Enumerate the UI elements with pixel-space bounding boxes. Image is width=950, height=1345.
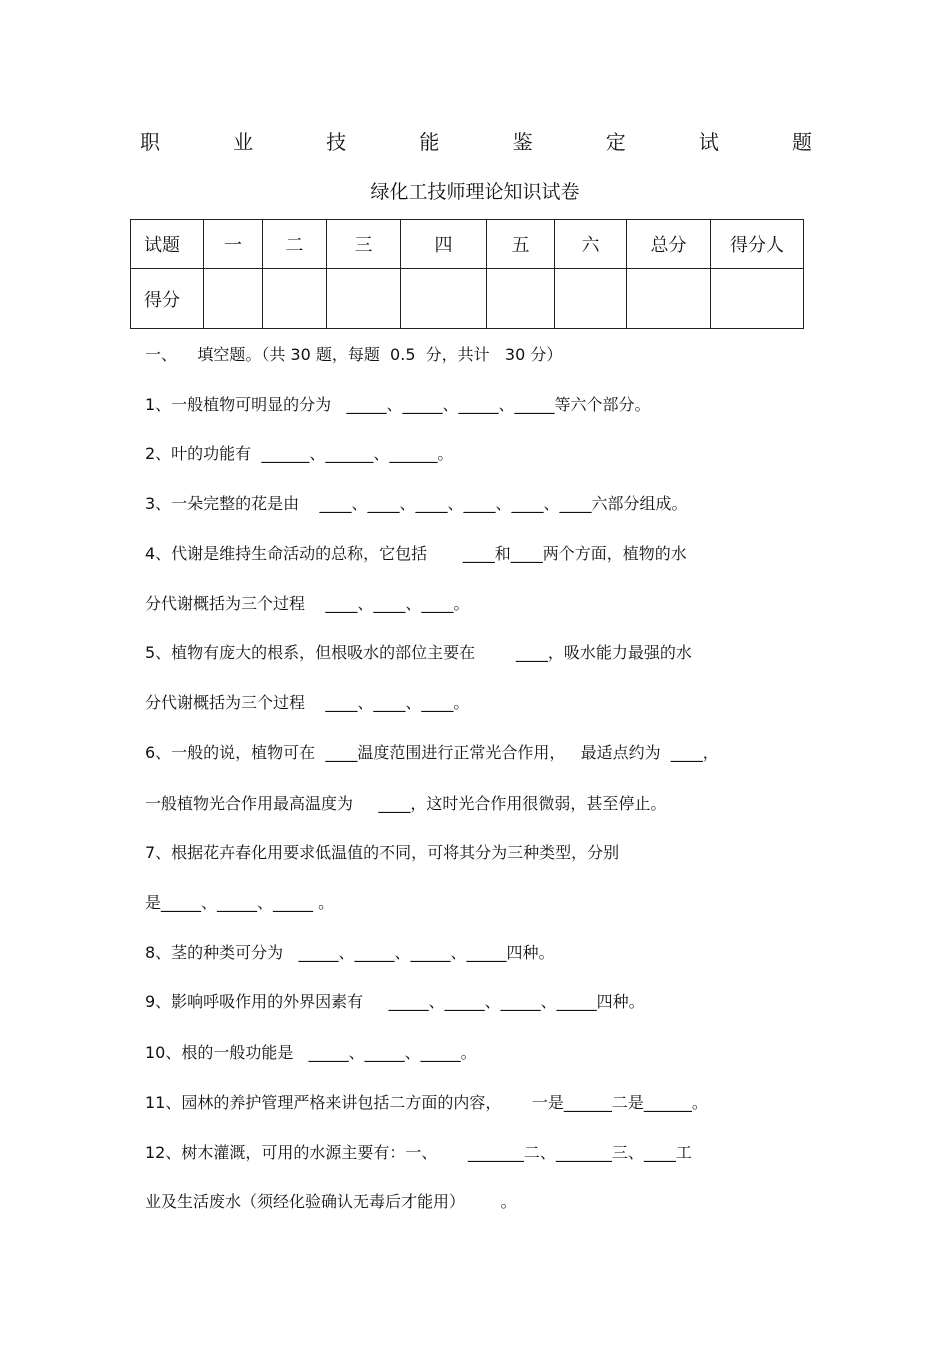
score-cell [204,269,263,329]
question-line: 5、植物有庞大的根系，但根吸水的部位主要在 ____，吸水能力最强的水 [145,643,692,662]
title-char: 技 [326,130,347,154]
title-char: 试 [698,130,719,154]
title-char: 业 [233,130,254,154]
question-line: 12、树木灌溉，可用的水源主要有：一、 _______二、_______三、____工 [145,1143,692,1162]
question-line: 一般植物光合作用最高温度为 ____，这时光合作用很微弱，甚至停止。 [145,794,667,813]
table-header-cell: 三 [327,220,401,269]
score-cell [327,269,401,329]
table-header-row [131,220,804,269]
question-line: 3、一朵完整的花是由 ____、____、____、____、____、____六部分组成。 [145,494,688,513]
score-cell [487,269,555,329]
table-header-cell: 总分 [627,220,711,269]
question-line: 4、代谢是维持生命活动的总称，它包括 ____和____两个方面，植物的水 [145,544,687,563]
table-row [131,269,804,329]
section-heading: 一、 填空题。（共 30 题，每题 0.5 分，共计 30 分） [145,345,563,364]
table-header-cell: 五 [487,220,555,269]
title-char: 题 [791,130,812,154]
score-cell [263,269,327,329]
table-header-cell: 二 [263,220,327,269]
score-cell [711,269,804,329]
exam-subtitle: 绿化工技师理论知识试卷 [370,181,580,203]
question-line: 分代谢概括为三个过程 ____、____、____。 [145,693,470,712]
question-line: 7、根据花卉春化用要求低温值的不同，可将其分为三种类型，分别 [145,843,620,862]
question-line: 6、一般的说，植物可在 ____温度范围进行正常光合作用， 最适点约为 ____， [145,743,719,762]
question-line: 分代谢概括为三个过程 ____、____、____。 [145,594,470,613]
title-char: 定 [605,130,626,154]
score-cell [627,269,711,329]
table-header-cell: 试题 [131,220,204,269]
table-header-cell: 六 [555,220,627,269]
table-header-cell: 四 [401,220,487,269]
score-row-label: 得分 [131,269,204,329]
question-line: 是_____、_____、_____ 。 [145,893,335,912]
title-char: 职 [140,130,160,154]
question-line: 9、影响呼吸作用的外界因素有 _____、_____、_____、_____四种。 [145,992,645,1011]
score-cell [401,269,487,329]
score-table [130,219,804,329]
question-line: 8、茎的种类可分为 _____、_____、_____、_____四种。 [145,943,555,962]
title-char: 鉴 [512,130,533,154]
question-line: 业及生活废水（须经化验确认无毒后才能用） 。 [145,1192,517,1211]
score-cell [555,269,627,329]
question-line: 11、园林的养护管理严格来讲包括二方面的内容， 一是______二是______。 [145,1093,708,1112]
title-char: 能 [419,130,440,154]
question-line: 2、叶的功能有 ______、______、______。 [145,444,454,463]
question-line: 10、根的一般功能是 _____、_____、_____。 [145,1043,477,1062]
question-line: 1、一般植物可明显的分为 _____、_____、_____、_____等六个部分。 [145,395,651,414]
table-header-cell: 得分人 [711,220,804,269]
table-header-cell: 一 [204,220,263,269]
exam-title [140,128,812,156]
